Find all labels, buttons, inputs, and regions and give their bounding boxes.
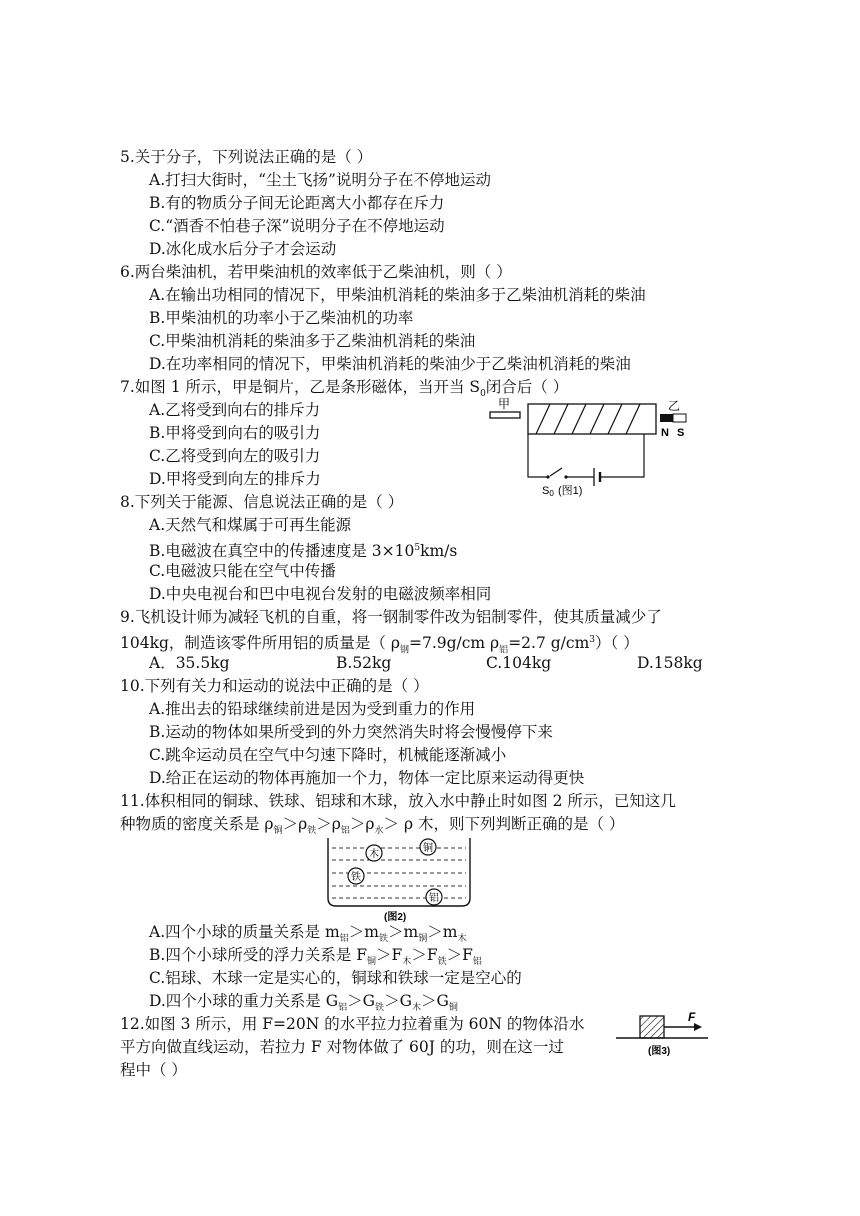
q12-stem-line2: 平方向做直线运动，若拉力 F 对物体做了 60J 的功，则在这一过 (120, 1038, 564, 1056)
coil-windings (536, 404, 640, 434)
q9-stem-line2: 104kg，制造该零件所用铝的质量是（ $\rho_钢=7.9g/cm$ $\rho_铝=2.7$ $g/cm^3$）（ ） (120, 634, 639, 656)
q8-option-b: B.电磁波在真空中的传播速度是 $3\times 10^5km/s$ (149, 542, 458, 561)
q9-option-a: A．35.5kg (149, 654, 230, 672)
q7-stem: 7.如图 1 所示，甲是铜片，乙是条形磁体，当开当 $S_0$闭合后（ ） (120, 378, 569, 400)
q6-option-c: C.甲柴油机消耗的柴油多于乙柴油机消耗的柴油 (149, 332, 476, 350)
q11-option-b: B.四个小球所受的浮力关系是 $F_铜>F_木>F_铁>F_铝$ (149, 946, 482, 968)
q5-stem: 5.关于分子，下列说法正确的是（ ） (120, 148, 373, 166)
switch-blade (550, 468, 562, 476)
aluminum-ball-label: 铝 (429, 893, 439, 904)
force-label: F (688, 1010, 696, 1024)
fig1-caption: (图1) (558, 485, 583, 497)
figure-2-water-tank (324, 836, 474, 922)
q6-option-d: D.在功率相同的情况下，甲柴油机消耗的柴油少于乙柴油机消耗的柴油 (149, 355, 631, 373)
figure-3-block-force (614, 1010, 710, 1062)
q7-option-b: B.甲将受到向右的吸引力 (149, 424, 321, 442)
q10-option-b: B.运动的物体如果所受到的外力突然消失时将会慢慢停下来 (149, 723, 553, 741)
figure-1-circuit (486, 394, 696, 498)
fig1-label-jia: 甲 (498, 397, 511, 411)
fig1-switch-label: S0 (542, 485, 554, 498)
q6-option-a: A.在输出功相同的情况下，甲柴油机消耗的柴油多于乙柴油机消耗的柴油 (149, 286, 646, 304)
q5-option-a: A.打扫大街时，“尘土飞扬”说明分子在不停地运动 (149, 171, 491, 189)
magnet-north-half (660, 414, 673, 422)
q11-stem-line2: 种物质的密度关系是 $\rho_铜>\rho_铁>\rho_铝>\rho_水> \rho$ 木，则下列判断正确的是（ ） (120, 815, 625, 837)
q5-option-d: D.冰化成水后分子才会运动 (149, 240, 337, 258)
magnet-south-half (673, 414, 686, 422)
q12-stem-line1: 12.如图 3 所示，用 F=20N 的水平拉力拉着重为 60N 的物体沿水 (120, 1015, 585, 1033)
fig3-caption: (图3) (648, 1046, 671, 1057)
q12-stem-line3: 程中（ ） (120, 1061, 187, 1079)
copper-plate (490, 412, 520, 418)
q10-stem: 10.下列有关力和运动的说法中正确的是（ ） (120, 677, 429, 695)
q5-option-b: B.有的物质分子间无论距离大小都存在斥力 (149, 194, 445, 212)
fig2-caption: (图2) (384, 912, 407, 922)
wire-right (600, 434, 644, 477)
iron-ball-label: 铁 (351, 872, 361, 883)
q9-option-d: D.158kg (637, 654, 703, 672)
q7-option-a: A.乙将受到向右的排斥力 (149, 401, 321, 419)
q10-option-a: A.推出去的铅球继续前进是因为受到重力的作用 (149, 700, 476, 718)
q9-stem-line1: 9.飞机设计师为减轻飞机的自重，将一钢制零件改为铝制零件，使其质量减少了 (120, 608, 662, 626)
magnet-n-label: N (661, 427, 669, 439)
copper-ball-label: 铜 (423, 843, 433, 854)
wire-left (528, 434, 548, 477)
q11-stem-line1: 11.体积相同的铜球、铁球、铝球和木球，放入水中静止时如图 2 所示，已知这几 (120, 792, 676, 810)
q8-stem: 8.下列关于能源、信息说法正确的是（ ） (120, 493, 404, 511)
q6-option-b: B.甲柴油机的功率小于乙柴油机的功率 (149, 309, 414, 327)
q9-option-b: B.52kg (336, 654, 392, 672)
block (640, 1016, 664, 1038)
q9-option-c: C.104kg (486, 654, 552, 672)
q7-option-c: C.乙将受到向左的吸引力 (149, 447, 321, 465)
q11-option-c: C.铝球、木球一定是实心的，铜球和铁球一定是空心的 (149, 969, 522, 987)
q5-option-c: C.“酒香不怕巷子深”说明分子在不停地运动 (149, 217, 445, 235)
q10-option-c: C.跳伞运动员在空气中匀速下降时，机械能逐渐减小 (149, 746, 507, 764)
q7-option-d: D.甲将受到向左的排斥力 (149, 470, 321, 488)
q11-option-d: D.四个小球的重力关系是 $G_铝>G_铁>G_木>G_铜$ (149, 992, 458, 1014)
q6-stem: 6.两台柴油机，若甲柴油机的效率低于乙柴油机，则（ ） (120, 263, 512, 281)
q8-option-c: C.电磁波只能在空气中传播 (149, 562, 336, 580)
q11-option-a: A.四个小球的质量关系是 $m_铝>m_铁>m_铜>m_木$ (149, 923, 467, 945)
fig1-label-yi: 乙 (668, 399, 681, 413)
q8-option-d: D.中央电视台和巴中电视台发射的电磁波频率相同 (149, 585, 492, 603)
q8-option-a: A.天然气和煤属于可再生能源 (149, 516, 352, 534)
wood-ball-label: 木 (369, 849, 379, 860)
q10-option-d: D.给正在运动的物体再施加一个力，物体一定比原来运动得更快 (149, 769, 585, 787)
magnet-s-label: S (677, 427, 685, 439)
